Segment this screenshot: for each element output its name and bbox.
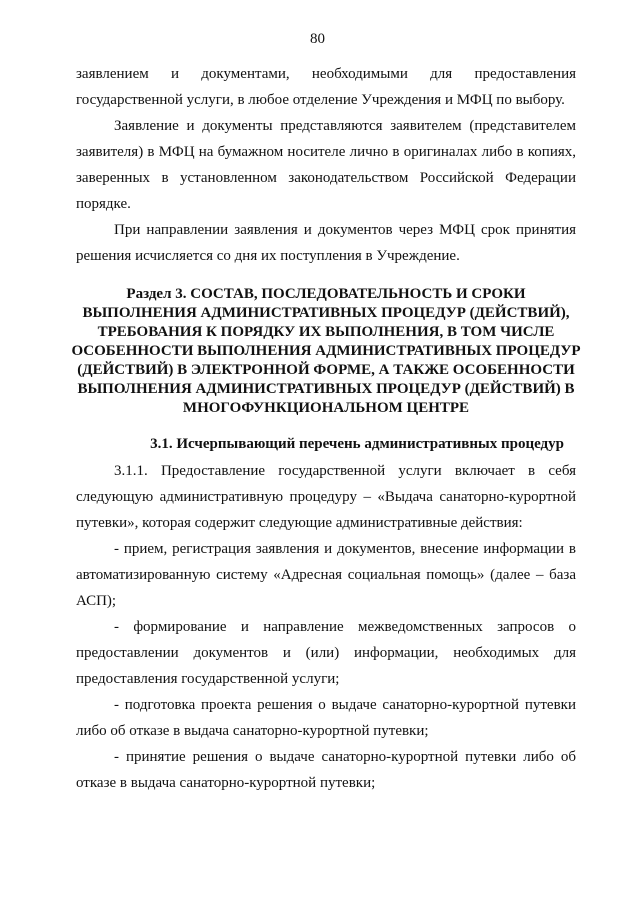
paragraph-continuation: заявлением и документами, необходимыми для предоставления государственной услуги, в любое отделение Учреждения и МФЦ по выбору. (76, 66, 576, 108)
page-number: 80 (310, 31, 325, 47)
list-item: - принятие решения о выдаче санаторно-курортной путевки либо об отказе в выдача санаторно-курортной путевки; (76, 749, 576, 791)
paragraph-mfc-submission: Заявление и документы представляются заявителем (представителем заявителя) в МФЦ на бумажном носителе лично в оригиналах либо в копиях, заверенных в установленном законодательством Российской Федерации порядке. (76, 118, 576, 212)
list-item: - прием, регистрация заявления и документов, внесение информации в автоматизированную систему «Адресная социальная помощь» (далее – база АСП); (76, 541, 576, 609)
list-item: - подготовка проекта решения о выдаче санаторно-курортной путевки либо об отказе в выдача санаторно-курортной путевки; (76, 697, 576, 739)
clause-3-1-1: 3.1.1. Предоставление государственной услуги включает в себя следующую административную процедуру – «Выдача санаторно-курортной путевки», которая содержит следующие административные действия: (76, 463, 576, 531)
paragraph-decision-term: При направлении заявления и документов через МФЦ срок принятия решения исчисляется со дня их поступления в Учреждение. (76, 222, 576, 264)
subsection-heading: 3.1. Исчерпывающий перечень административных процедур (150, 436, 564, 452)
list-item: - формирование и направление межведомственных запросов о предоставлении документов и (или) информации, необходимых для предоставления государственной услуги; (76, 619, 576, 687)
section-heading: Раздел 3. СОСТАВ, ПОСЛЕДОВАТЕЛЬНОСТЬ И СРОКИ ВЫПОЛНЕНИЯ АДМИНИСТРАТИВНЫХ ПРОЦЕДУР (ДЕЙСТВИЙ), ТРЕБОВАНИЯ К ПОРЯДКУ ИХ ВЫПОЛНЕНИЯ, В ТОМ ЧИСЛЕ ОСОБЕННОСТИ ВЫПОЛНЕНИЯ АДМИНИСТРАТИВНЫХ ПРОЦЕДУР (ДЕЙСТВИЙ) В ЭЛЕКТРОННОЙ ФОРМЕ, А ТАКЖЕ ОСОБЕННОСТИ ВЫПОЛНЕНИЯ АДМИНИСТРАТИВНЫХ ПРОЦЕДУР (ДЕЙСТВИЙ) В МНОГОФУНКЦИОНАЛЬНОМ ЦЕНТРЕ (71, 286, 581, 416)
